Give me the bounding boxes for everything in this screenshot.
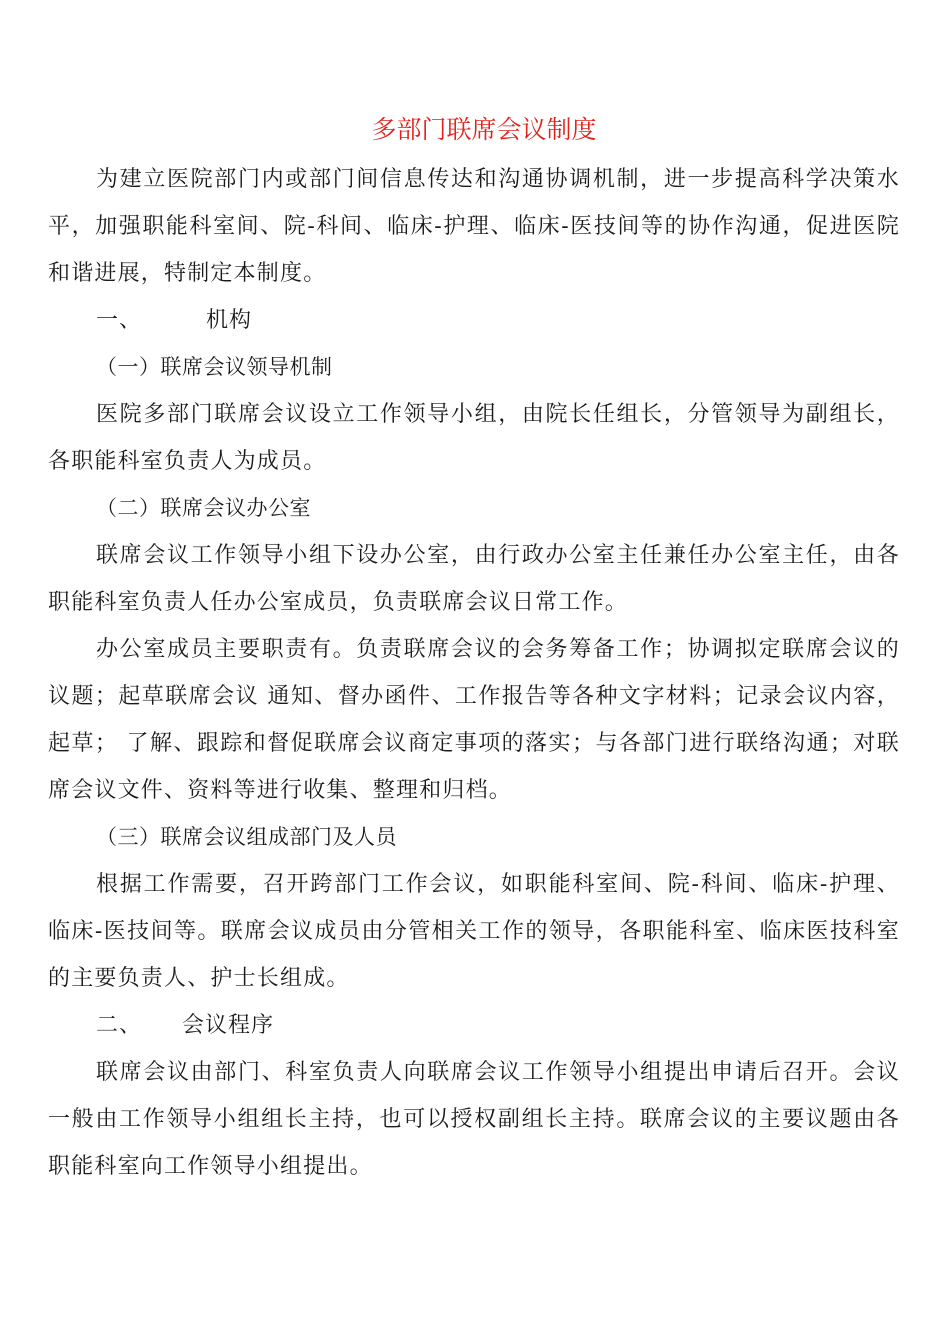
subsection-1-body: 医院多部门联席会议设立工作领导小组，由院长任组长，分管领导为副组长，各职能科室负责人为成员。 <box>48 402 900 474</box>
subsection-1-heading: （一）联席会议领导机制 <box>96 355 333 379</box>
subsection-2-body-1: 联席会议工作领导小组下设办公室，由行政办公室主任兼任办公室主任，由各职能科室负责人任办公室成员，负责联席会议日常工作。 <box>48 543 900 615</box>
section-1-heading: 一、 机构 <box>96 308 252 333</box>
document-title: 多部门联席会议制度 <box>371 115 597 144</box>
section-2-heading: 二、 会议程序 <box>96 1013 274 1038</box>
section-2-body: 联席会议由部门、科室负责人向联席会议工作领导小组提出申请后召开。会议一般由工作领导小组组长主持，也可以授权副组长主持。联席会议的主要议题由各职能科室向工作领导小组提出。 <box>48 1060 900 1179</box>
intro-paragraph: 为建立医院部门内或部门间信息传达和沟通协调机制，进一步提高科学决策水平，加强职能科室间、院-科间、临床-护理、临床-医技间等的协作沟通，促进医院和谐进展，特制定本制度。 <box>48 167 900 286</box>
subsection-2-heading: （二）联席会议办公室 <box>96 496 311 520</box>
subsection-3-body: 根据工作需要，召开跨部门工作会议，如职能科室间、院-科间、临床-护理、临床-医技间等。联席会议成员由分管相关工作的领导，各职能科室、临床医技科室的主要负责人、护士长组成。 <box>48 872 900 991</box>
subsection-3-heading: （三）联席会议组成部门及人员 <box>96 825 397 849</box>
document-page <box>48 110 900 1190</box>
subsection-2-body-2: 办公室成员主要职责有。负责联席会议的会务筹备工作；协调拟定联席会议的议题；起草联席会议 通知、督办函件、工作报告等各种文字材料；记录会议内容，起草； 了解、跟踪和督促联席会议商定事项的落实；与各部门进行联络沟通；对联席会议文件、资料等进行收集、整理和归档。 <box>48 637 900 803</box>
